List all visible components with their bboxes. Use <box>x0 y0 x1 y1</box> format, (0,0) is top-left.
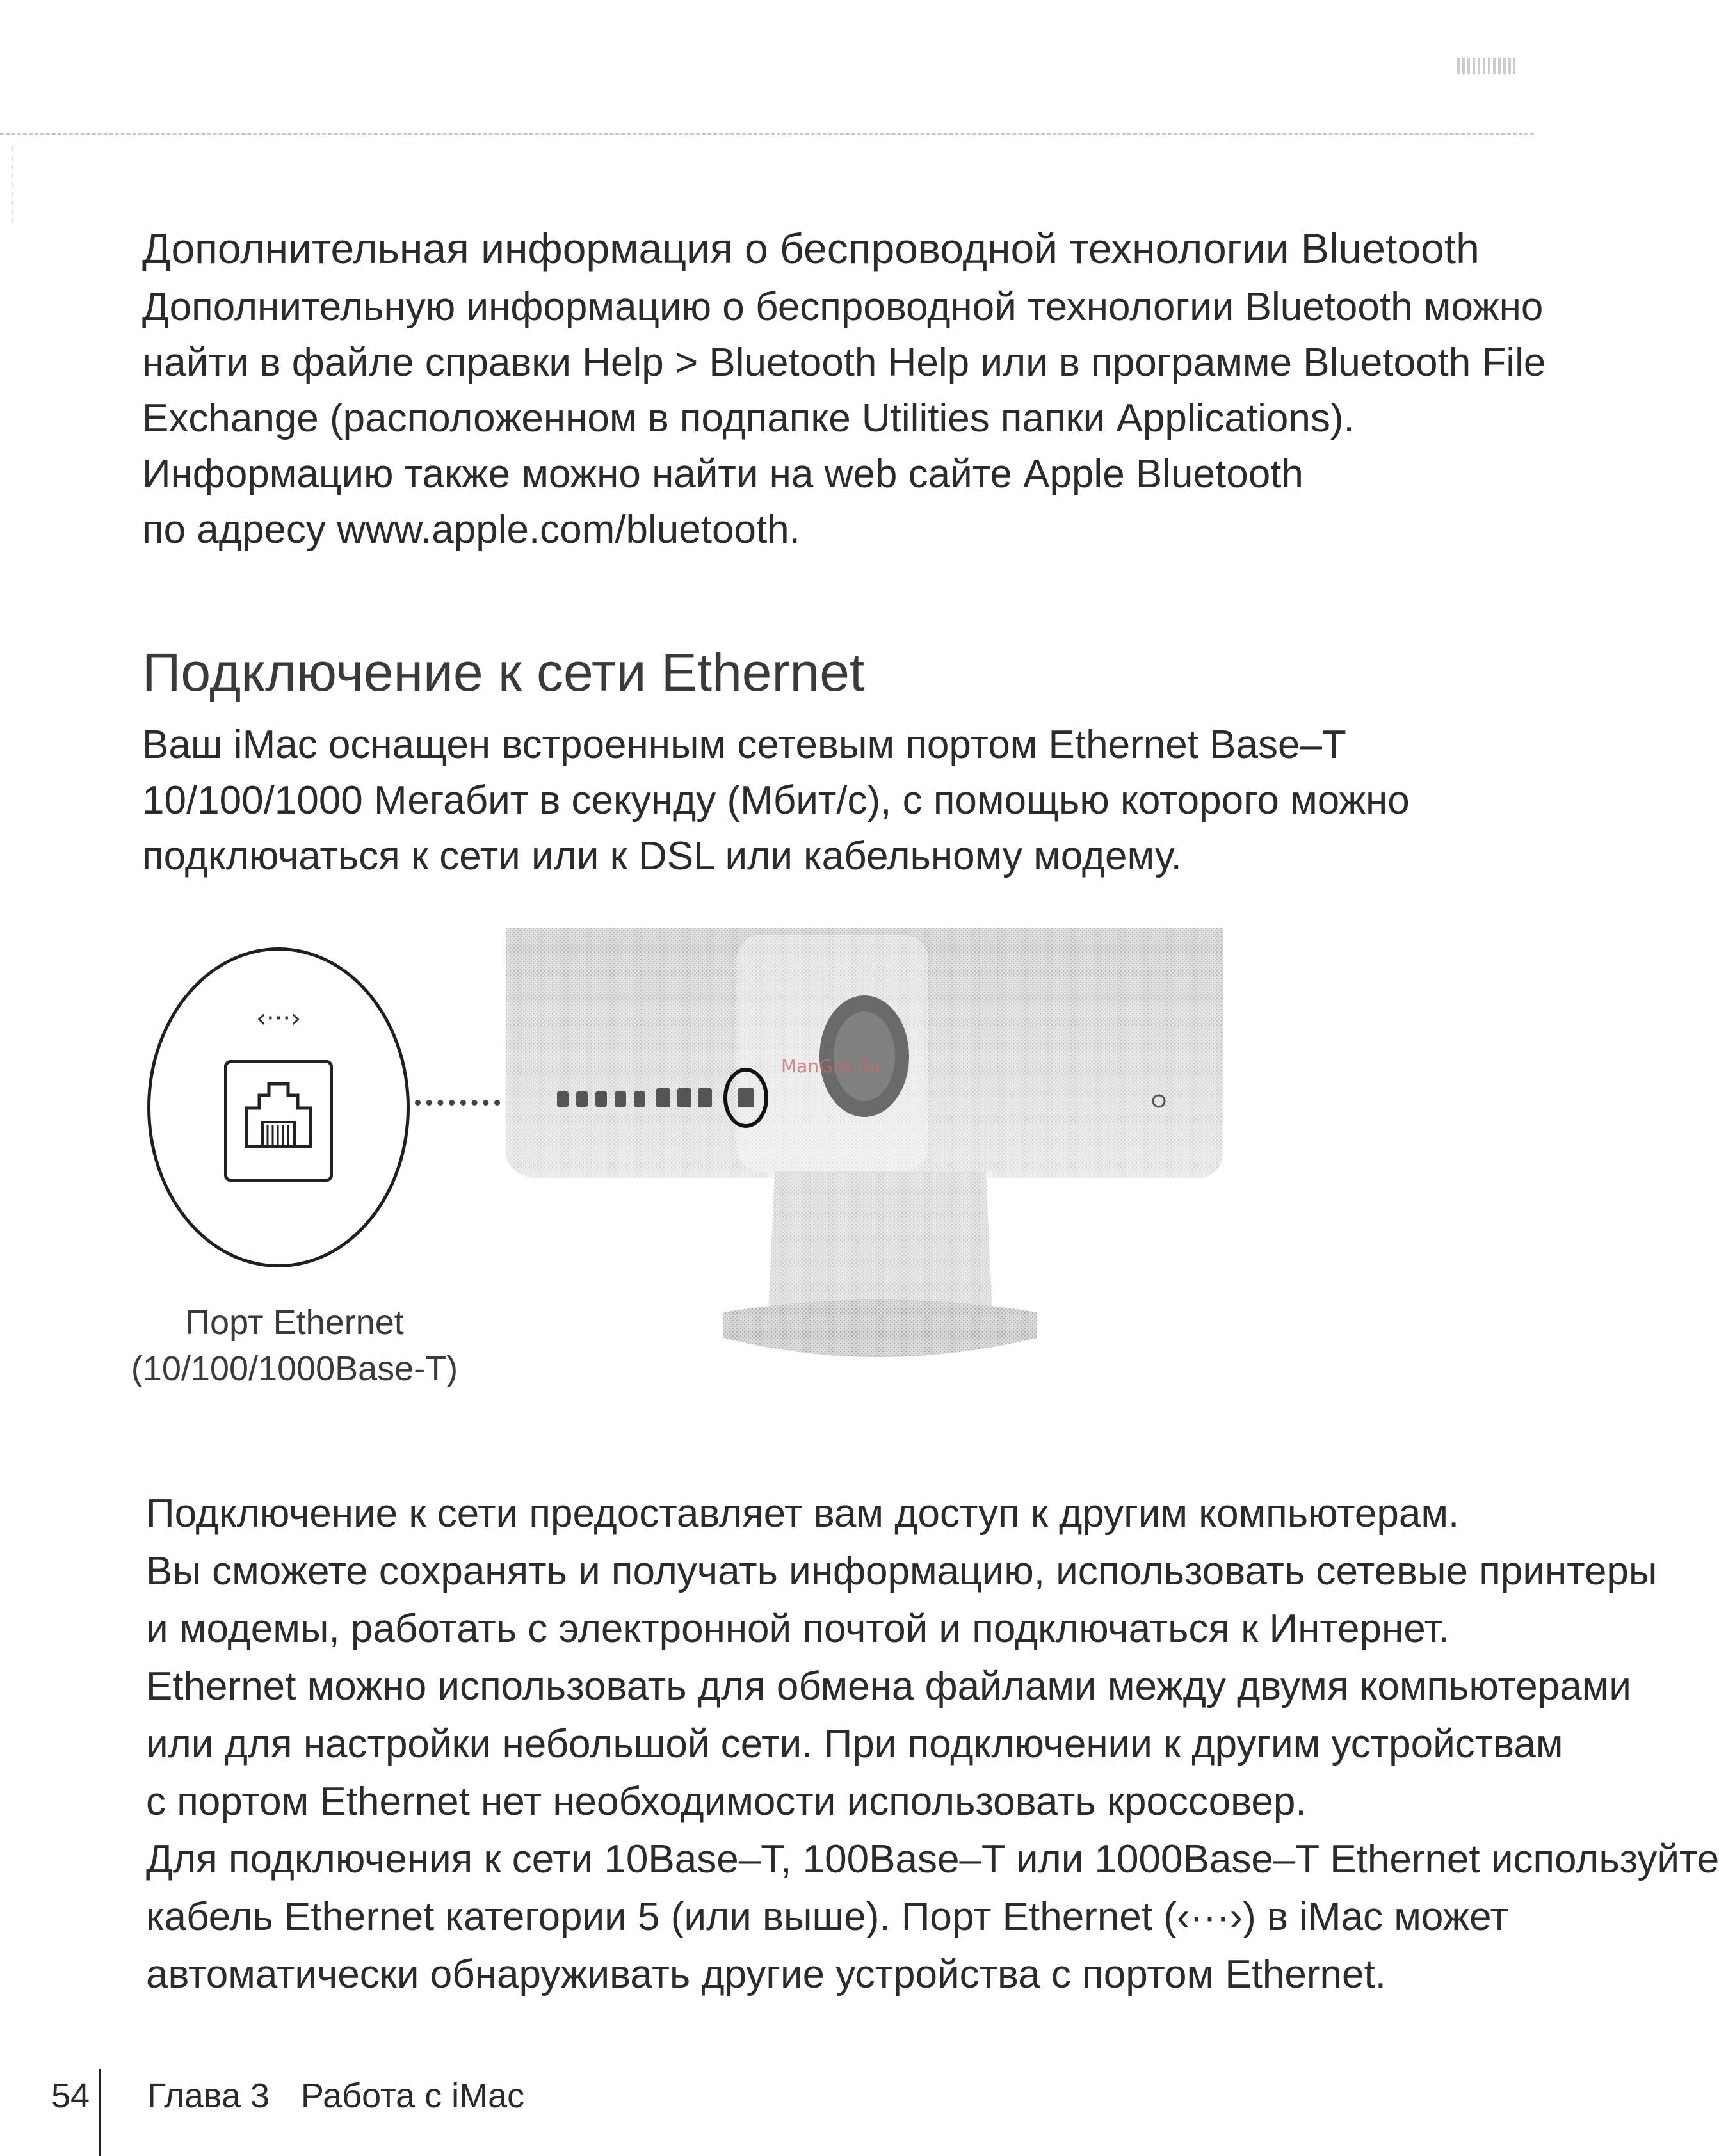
caption-line: (10/100/1000Base-T) <box>131 1349 458 1388</box>
paragraph-line: Вы сможете сохранять и получать информацию, использовать сетевые принтеры <box>146 1549 1658 1593</box>
paragraph-line: кабель Ethernet категории 5 (или выше). Порт Ethernet (‹···›) в iMac может <box>146 1895 1508 1939</box>
paragraph-line: автоматически обнаруживать другие устройства с портом Ethernet. <box>146 1952 1386 1997</box>
paragraph-line: и модемы, работать с электронной почтой и подключаться к Интернет. <box>146 1607 1449 1651</box>
page-number: 54 <box>51 2077 90 2115</box>
ethernet-intro <box>142 717 1410 884</box>
paragraph-line: Ваш iMac оснащен встроенным сетевым портом Ethernet Base–T <box>142 723 1346 767</box>
paragraph-line: Подключение к сети предоставляет вам доступ к другим компьютерам. <box>146 1492 1460 1536</box>
paragraph-line: подключаться к сети или к DSL или кабельному модему. <box>142 834 1182 878</box>
paragraph-line: Exchange (расположенном в подпапке Utilities папки Applications). <box>142 396 1355 440</box>
bluetooth-title: Дополнительная информация о беспроводной технологии Bluetooth <box>142 225 1480 272</box>
paragraph-line: или для настройки небольшой сети. При подключении к другим устройствам <box>146 1722 1563 1766</box>
rj45-jack-icon <box>227 1063 330 1179</box>
caption-line: Порт Ethernet <box>185 1303 404 1342</box>
paragraph-line: 10/100/1000 Мегабит в секунду (Мбит/с), с помощью которого можно <box>142 778 1410 823</box>
chapter-label: Глава 3 <box>147 2077 270 2115</box>
footer-divider <box>99 2069 101 2156</box>
running-footer <box>147 2077 546 2115</box>
figure-caption <box>115 1299 474 1392</box>
scan-corner-mark <box>1457 58 1515 74</box>
paragraph-line: Дополнительную информацию о беспроводной технологии Bluetooth можно <box>142 285 1544 329</box>
ethernet-symbol-icon: ‹···› <box>256 1004 302 1033</box>
ethernet-port-icon <box>224 1060 333 1182</box>
ethernet-heading: Подключение к сети Ethernet <box>142 642 865 702</box>
watermark: ManGrp.Ru <box>781 1056 880 1077</box>
paragraph-line: с портом Ethernet нет необходимости использовать кроссовер. <box>146 1780 1307 1824</box>
scan-left-mark <box>12 147 13 224</box>
ethernet-body <box>146 1485 1719 2004</box>
paragraph-line: найти в файле справки Help > Bluetooth Help или в программе Bluetooth File <box>142 341 1546 385</box>
chapter-title: Работа с iMac <box>300 2077 525 2115</box>
paragraph-line: Ethernet можно использовать для обмена файлами между двумя компьютерами <box>146 1664 1631 1709</box>
imac-back-illustration <box>506 928 1223 1389</box>
paragraph-line: по адресу www.apple.com/bluetooth. <box>142 508 800 552</box>
bluetooth-paragraph <box>142 279 1546 558</box>
scan-edge-line <box>0 133 1534 135</box>
paragraph-line: Информацию также можно найти на web сайте Apple Bluetooth <box>142 452 1303 496</box>
paragraph-line: Для подключения к сети 10Base–T, 100Base–T или 1000Base–T Ethernet используйте <box>146 1837 1719 1881</box>
